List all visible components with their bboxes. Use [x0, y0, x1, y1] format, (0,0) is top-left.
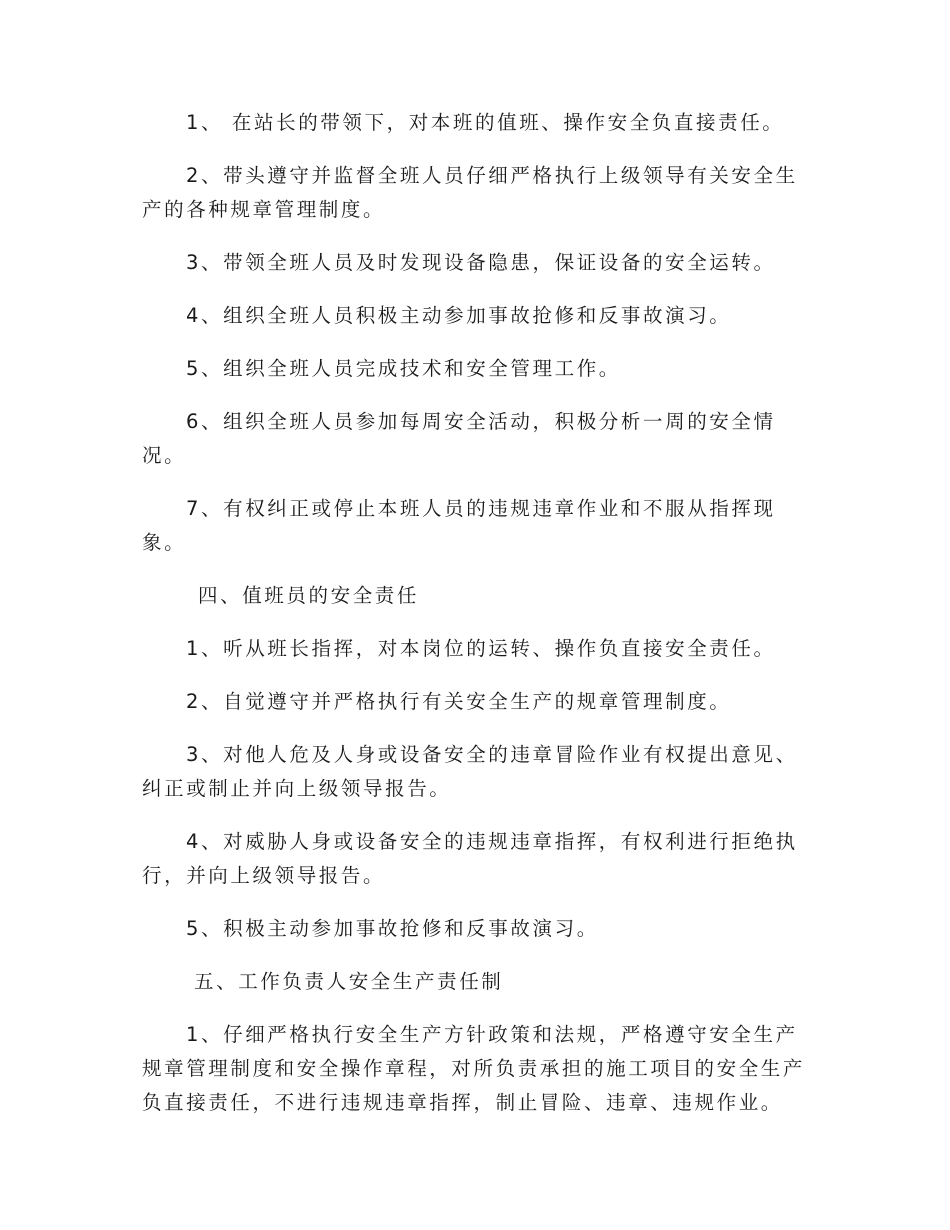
duty-item-s5-1: 1、仔细严格执行安全生产方针政策和法规，严格遵守安全生产规章管理制度和安全操作章程，对所负责承担的施工项目的安全生产负直接责任，不进行违规违章指挥，制止冒险、违章、违规作业。: [142, 1023, 806, 1114]
duty-item-s3-5: 5、组织全班人员完成技术和安全管理工作。: [186, 357, 621, 380]
duty-item-s3-2: 2、带头遵守并监督全班人员仔细严格执行上级领导有关安全生产的各种规章管理制度。: [142, 164, 798, 221]
document-page: [142, 106, 808, 1139]
duty-item-s3-1: 1、 在站长的带领下，对本班的值班、操作安全负直接责任。: [186, 111, 785, 134]
duty-item-s4-4: 4、对威胁人身或设备安全的违规违章指挥，有权利进行拒绝执行，并向上级领导报告。: [142, 830, 798, 887]
duty-item-s4-1: 1、听从班长指挥，对本岗位的运转、操作负直接安全责任。: [186, 637, 776, 660]
duty-item-s3-7: 7、有权纠正或停止本班人员的违规违章作业和不服从指挥现象。: [142, 497, 776, 554]
duty-item-s4-3: 3、对他人危及人身或设备安全的违章冒险作业有权提出意见、纠正或制止并向上级领导报告。: [142, 743, 798, 800]
duty-item-s4-5: 5、积极主动参加事故抢修和反事故演习。: [186, 917, 599, 940]
section-heading-work-leader: 五、工作负责人安全生产责任制: [194, 970, 504, 993]
duty-item-s3-4: 4、组织全班人员积极主动参加事故抢修和反事故演习。: [186, 304, 732, 327]
duty-item-s3-6: 6、组织全班人员参加每周安全活动，积极分析一周的安全情况。: [142, 410, 776, 467]
section-heading-duty-officer: 四、值班员的安全责任: [198, 584, 420, 607]
duty-item-s4-2: 2、自觉遵守并严格执行有关安全生产的规章管理制度。: [186, 690, 732, 713]
duty-item-s3-3: 3、带领全班人员及时发现设备隐患，保证设备的安全运转。: [186, 251, 776, 274]
